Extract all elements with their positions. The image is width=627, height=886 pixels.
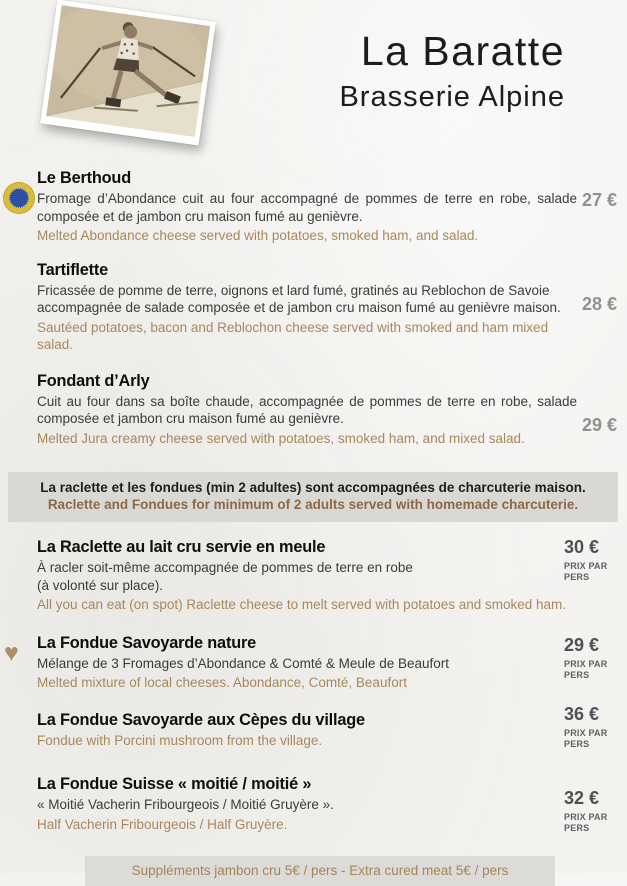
- menu-item-fondue-savoyarde-nature: [4, 632, 608, 692]
- item-price-block: [564, 704, 620, 750]
- supplements-note-banner: Suppléments jambon cru 5€ / pers - Extra cured meat 5€ / pers: [85, 856, 555, 886]
- item-title: La Fondue Savoyarde aux Cèpes du village: [37, 709, 365, 729]
- item-description-fr: Cuit au four dans sa boîte chaude, accompagnée de pommes de terre en robe, salade composée et jambon cru maison fumé au genièvre.: [37, 393, 577, 426]
- item-description-fr: Fromage d’Abondance cuit au four accompagné de pommes de terre en robe, salade composée et de jambon cru maison fumé au genièvre.: [37, 191, 577, 224]
- item-description-fr: Fricassée de pomme de terre, oignons et lard fumé, gratinés au Reblochon de Savoie accompagnée de salade composée et de jambon cru maison fumé au genièvre maison.: [37, 282, 561, 315]
- item-description-en: Melted mixture of local cheeses. Abondance, Comté, Beaufort: [37, 675, 407, 690]
- item-description-fr: « Moitié Vacherin Fribourgeois / Moitié Gruyère ».: [37, 797, 334, 812]
- item-price: 32 €: [564, 788, 600, 808]
- price-per-person-label: PRIX PAR PERS: [564, 658, 608, 680]
- price-per-person-label: PRIX PAR PERS: [564, 812, 608, 833]
- item-description-en: Half Vacherin Fribourgeois / Half Gruyère.: [37, 816, 288, 832]
- raclette-fondue-notice-banner: [8, 472, 618, 522]
- item-price: 27 €: [582, 190, 618, 210]
- vintage-skier-photo: [40, 0, 216, 146]
- heart-icon: ♥: [4, 638, 19, 667]
- menu-item-fondue-cepes: [37, 703, 608, 750]
- price-per-person-label: PRIX PAR PERS: [564, 727, 608, 749]
- menu-header: [0, 0, 627, 162]
- item-description-fr: Mélange de 3 Fromages d’Abondance & Comté & Meule de Beaufort: [37, 655, 449, 671]
- notice-text-en: Raclette and Fondues for minimum of 2 adults served with homemade charcuterie.: [47, 497, 579, 512]
- description-line: À racler soit-même accompagnée de pommes de terre en robe: [37, 560, 413, 575]
- price-per-person-label: PRIX PAR PERS: [564, 561, 608, 582]
- item-description-en: Fondue with Porcini mushroom from the village.: [37, 732, 323, 748]
- eu-award-badge-icon: [3, 182, 35, 214]
- item-price: 36 €: [564, 703, 600, 724]
- restaurant-name: La Baratte: [360, 28, 565, 74]
- item-description-en: Melted Abondance cheese served with potatoes, smoked ham, and salad.: [37, 228, 479, 243]
- item-price-block: [564, 537, 620, 583]
- menu-item-tartiflette: [37, 259, 618, 354]
- item-title: La Fondue Suisse « moitié / moitié »: [37, 774, 312, 793]
- brand-block: [339, 28, 565, 114]
- item-price: 30 €: [564, 537, 600, 557]
- item-title: La Fondue Savoyarde nature: [37, 632, 257, 652]
- menu-content: [0, 168, 627, 886]
- item-title: Tartiflette: [37, 259, 109, 279]
- item-price: 29 €: [564, 634, 600, 655]
- item-description-en: All you can eat (on spot) Raclette cheese to melt served with potatoes and smoked ham.: [37, 597, 567, 612]
- item-price-block: [564, 788, 620, 834]
- item-description-fr: [37, 559, 577, 594]
- menu-item-fondue-suisse: [37, 774, 608, 833]
- item-title: Le Berthoud: [37, 168, 132, 187]
- notice-text-fr: La raclette et les fondues (min 2 adultes) sont accompagnées de charcuterie maison.: [40, 480, 586, 495]
- description-line: (à volonté sur place).: [37, 577, 164, 593]
- restaurant-subtitle: Brasserie Alpine: [339, 81, 565, 113]
- item-price: 29 €: [582, 414, 618, 435]
- item-title: La Raclette au lait cru servie en meule: [37, 537, 326, 556]
- item-price-block: [564, 635, 620, 681]
- item-price: 28 €: [582, 293, 618, 314]
- menu-item-le-berthoud: [37, 168, 618, 245]
- menu-item-raclette: [37, 537, 608, 614]
- item-description-en: Sautéed potatoes, bacon and Reblochon cheese served with smoked and ham mixed salad.: [37, 319, 549, 352]
- menu-item-fondant-arly: [37, 370, 618, 448]
- item-description-en: Melted Jura creamy cheese served with potatoes, smoked ham, and mixed salad.: [37, 430, 525, 446]
- skier-photo-illustration: [46, 5, 210, 137]
- item-title: Fondant d’Arly: [37, 370, 150, 390]
